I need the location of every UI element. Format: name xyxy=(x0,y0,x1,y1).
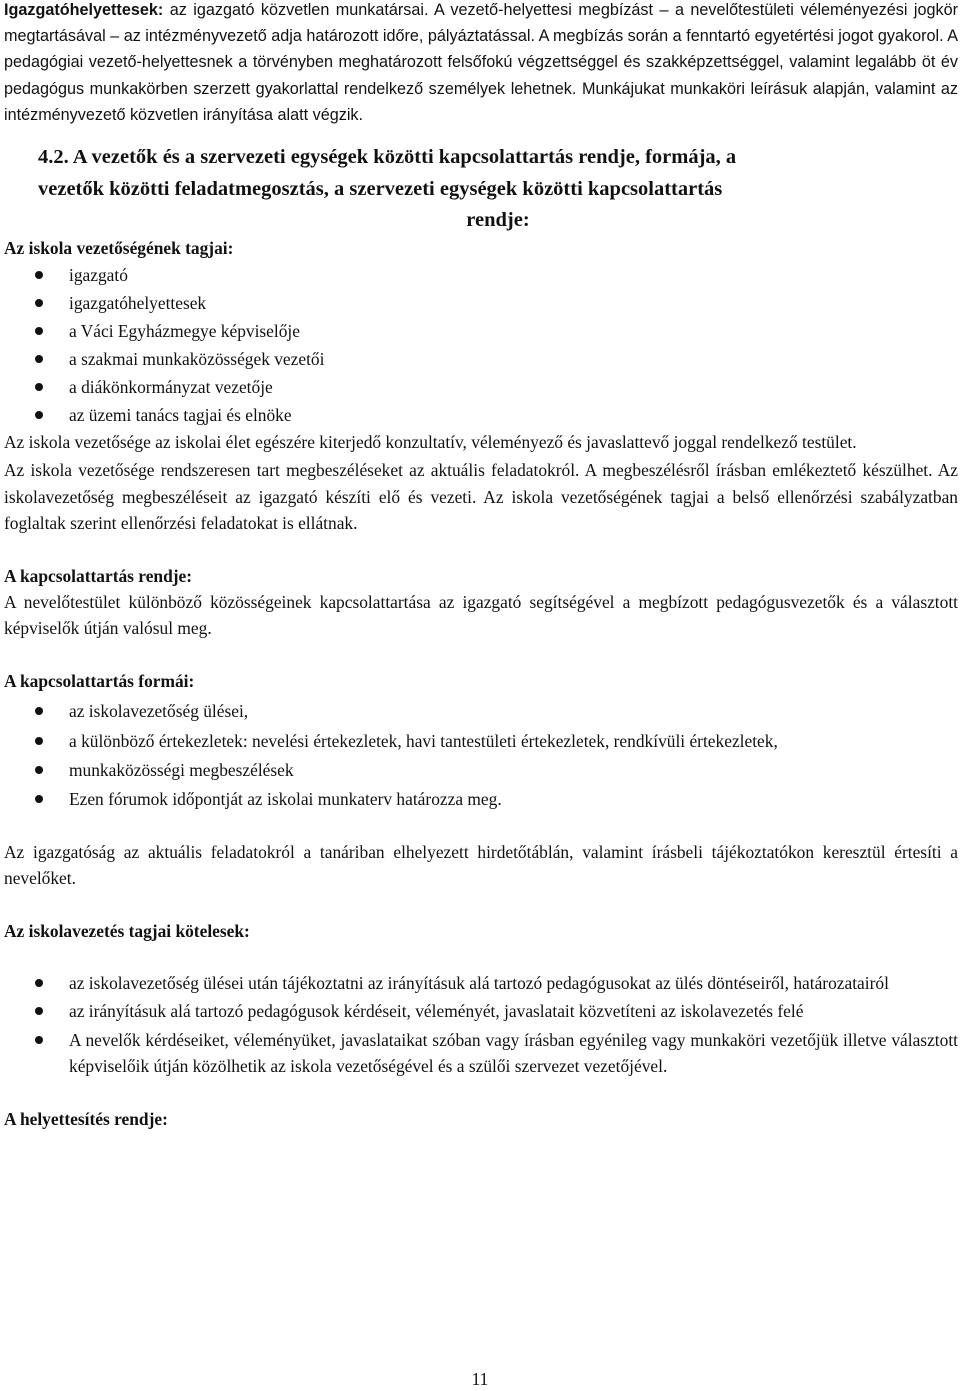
list-item-text: az üzemi tanács tagjai és elnöke xyxy=(69,404,292,425)
bullet-icon xyxy=(35,766,43,774)
list-item-text: a Váci Egyházmegye képviselője xyxy=(69,320,300,341)
list-item-text: a szakmai munkaközösségek vezetői xyxy=(69,348,325,369)
list-item-text: Ezen fórumok időpontját az iskolai munkaterv határozza meg. xyxy=(69,789,502,810)
contact-forms-list xyxy=(4,698,958,813)
intro-paragraph xyxy=(4,0,958,128)
section-heading-line-2: vezetők közötti feladatmegosztás, a szervezeti egységek közötti kapcsolattartás xyxy=(38,177,723,200)
leadership-members-list xyxy=(4,261,958,429)
list-item xyxy=(4,970,958,996)
list-item-text: a különböző értekezletek: nevelési értekezletek, havi tantestületi értekezletek, rendkívüli értekezletek, xyxy=(69,730,778,751)
bullet-icon xyxy=(35,795,43,803)
list-item xyxy=(4,345,958,373)
intro-text: az igazgató közvetlen munkatársai. A vezető-helyettesi megbízást – a nevelőtestületi véleményezési jogkör megtartásával – az intézményvezető adja határozott időre, pályáztatással. A megbízás során a fenntartó egyetértési jogot gyakorol. A pedagógiai vezető-helyettesnek a törvényben meghatározott felsőfokú végzettséggel és szakképzettséggel, valamint legalább öt év pedagógus munkakörben szerzett gyakorlattal rendelkező személyek lehetnek. Munkájukat munkaköri leírásuk alapján, valamint az intézményvezető közvetlen irányítása alatt végzik. xyxy=(4,1,958,124)
bullet-icon xyxy=(35,737,43,745)
leadership-paragraph-1: Az iskola vezetősége az iskolai élet egészére kiterjedő konzultatív, véleményező és javaslattevő joggal rendelkező testület. xyxy=(4,431,857,452)
list-item xyxy=(4,401,958,429)
contact-order-title: A kapcsolattartás rendje: xyxy=(4,565,193,586)
bullet-icon xyxy=(35,271,43,279)
list-item-text: munkaközösségi megbeszélések xyxy=(69,759,294,780)
list-item xyxy=(4,289,958,317)
leadership-title: Az iskola vezetőségének tagjai: xyxy=(4,237,234,258)
bullet-icon xyxy=(35,327,43,335)
bullet-icon xyxy=(35,1036,43,1044)
leadership-paragraph-2: Az iskola vezetősége rendszeresen tart megbeszéléseket az aktuális feladatokról. A megbeszélésről írásban emlékeztető készülhet. Az iskolavezetőség megbeszéléseit az igazgató készíti elő és vezeti. Az iskola vezetőségének tagjai a belső ellenőrzési szabályzatban foglaltak szerint ellenőrzési feladatokat is ellátnak. xyxy=(4,460,958,534)
list-item-text: az iskolavezetőség ülései, xyxy=(69,701,249,722)
list-item xyxy=(4,698,958,724)
list-item xyxy=(4,786,958,812)
bullet-icon xyxy=(35,979,43,987)
bullet-icon xyxy=(35,1007,43,1015)
page-number: 11 xyxy=(471,1369,489,1389)
duties-list xyxy=(4,970,958,1080)
list-item-text: a diákönkormányzat vezetője xyxy=(69,376,273,397)
list-item xyxy=(4,317,958,345)
section-heading-line-3: rendje: xyxy=(466,209,530,232)
substitution-title: A helyettesítés rendje: xyxy=(4,1108,168,1129)
document-page xyxy=(4,0,958,1132)
bullet-icon xyxy=(35,355,43,363)
list-item xyxy=(4,757,958,783)
list-item-text: az irányításuk alá tartozó pedagógusok kérdéseit, véleményét, javaslatait közvetíteni az iskolavezetés felé xyxy=(69,1001,804,1022)
section-heading xyxy=(4,142,958,237)
contact-order-text: A nevelőtestület különböző közösségeinek kapcsolattartása az igazgató segítségével a megbízott pedagógusvezetők és a választott képviselők útján valósul meg. xyxy=(4,591,958,639)
list-item xyxy=(4,728,958,754)
list-item-text: az iskolavezetőség ülései után tájékoztatni az irányításuk alá tartozó pedagógusokat az ülés döntéseiről, határozatairól xyxy=(69,973,889,994)
bullet-icon xyxy=(35,707,43,715)
list-item xyxy=(4,998,958,1024)
list-item xyxy=(4,1027,958,1080)
section-heading-line-1: 4.2. A vezetők és a szervezeti egységek közötti kapcsolattartás rendje, formája, a xyxy=(38,146,737,169)
contact-forms-title: A kapcsolattartás formái: xyxy=(4,670,195,691)
bullet-icon xyxy=(35,299,43,307)
intro-lead: Igazgatóhelyettesek: xyxy=(4,1,164,19)
bullet-icon xyxy=(35,411,43,419)
duties-title: Az iskolavezetés tagjai kötelesek: xyxy=(4,920,250,941)
list-item xyxy=(4,261,958,289)
bullet-icon xyxy=(35,383,43,391)
contact-forms-after: Az igazgatóság az aktuális feladatokról a tanáriban elhelyezett hirdetőtáblán, valamint írásbeli tájékoztatókon keresztül értesíti a nevelőket. xyxy=(4,841,958,889)
list-item-text: igazgatóhelyettesek xyxy=(69,292,207,313)
list-item-text: A nevelők kérdéseiket, véleményüket, javaslataikat szóban vagy írásban egyénileg vagy munkaköri vezetőjük illetve választott képviselőik útján közölhetik az iskola vezetőségével és a szülői szervezet vezetőjével. xyxy=(69,1029,958,1077)
list-item xyxy=(4,373,958,401)
list-item-text: igazgató xyxy=(69,264,128,285)
